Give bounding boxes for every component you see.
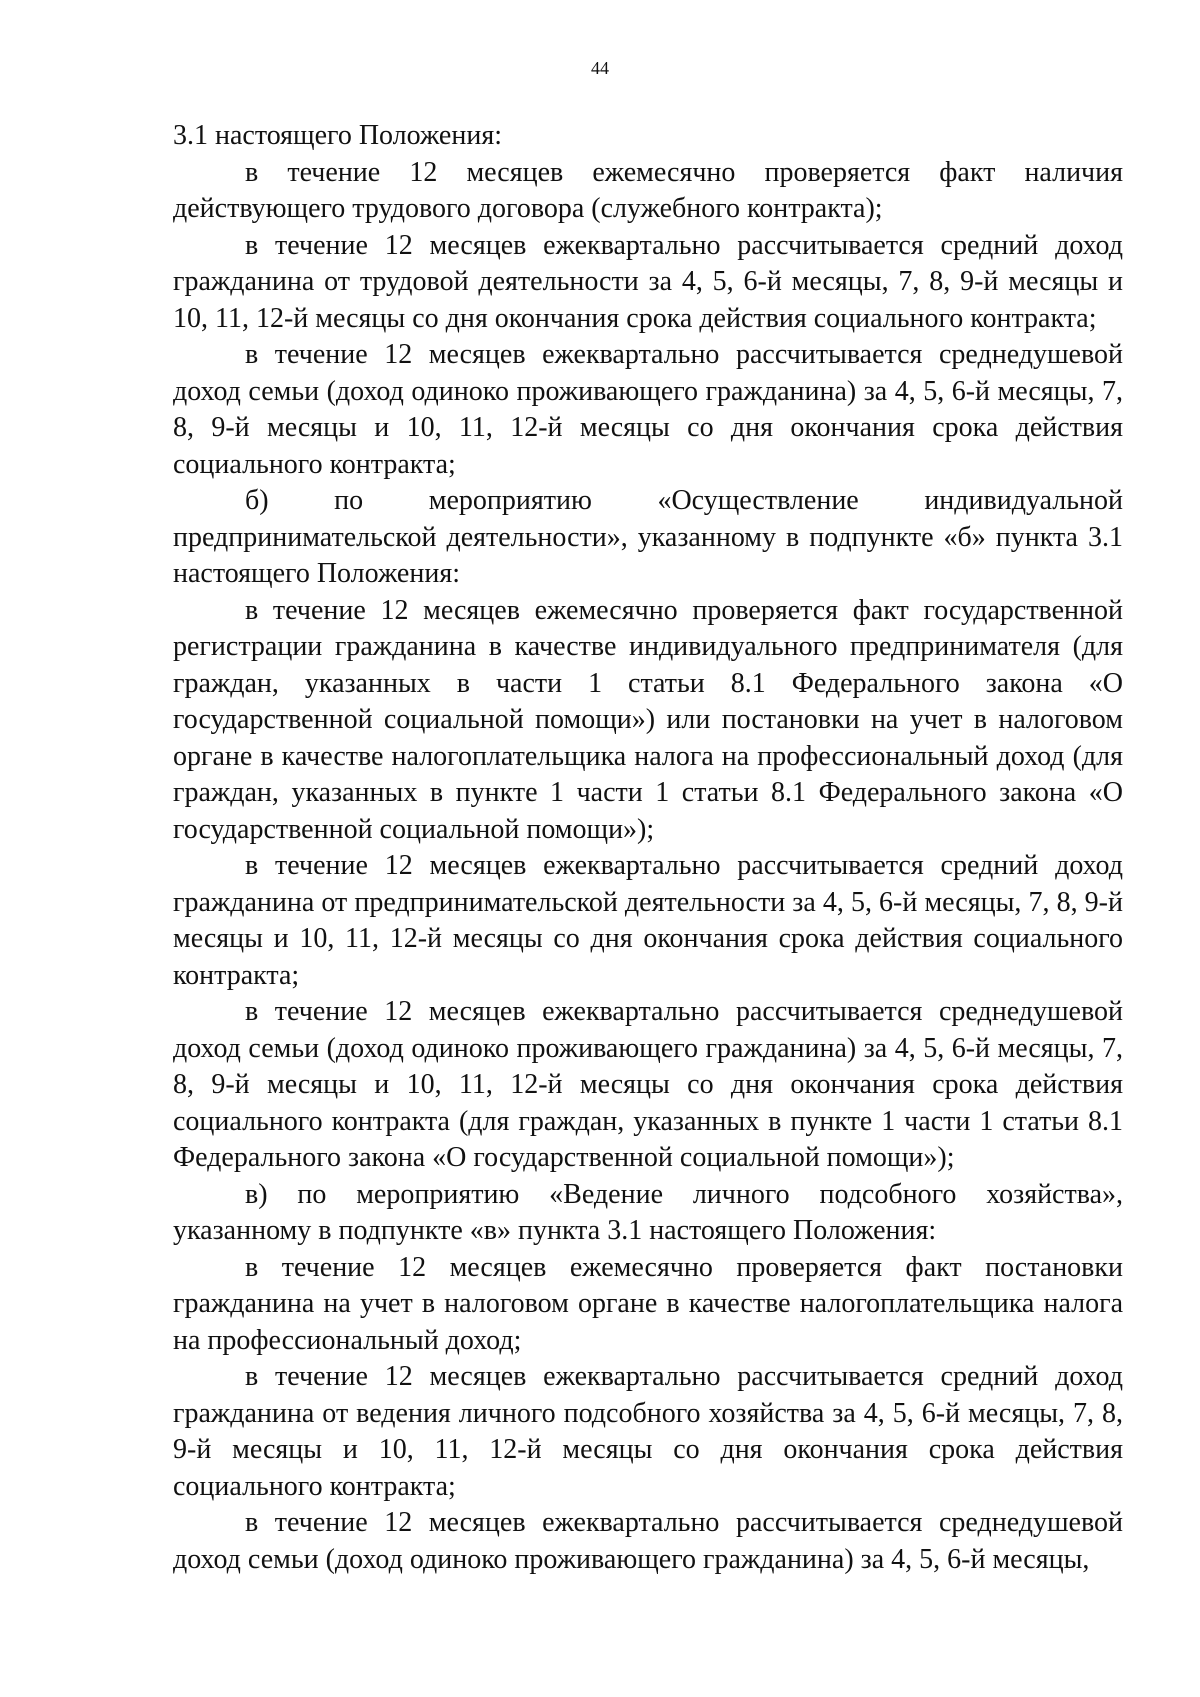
paragraph: б) по мероприятию «Осуществление индивидуальной предпринимательской деятельности», указанному в подпункте «б» пункта 3.1 настоящего Положения:: [173, 485, 1123, 589]
paragraph: в течение 12 месяцев ежеквартально рассчитывается среднедушевой доход семьи (доход одиноко проживающего гражданина) за 4, 5, 6-й месяцы, 7, 8, 9-й месяцы и 10, 11, 12-й месяцы со дня окончания срока действия социального контракта (для граждан, указанных в пункте 1 части 1 статьи 8.1 Федерального закона «О государственной социальной помощи»);: [173, 996, 1123, 1173]
paragraph: в течение 12 месяцев ежеквартально рассчитывается среднедушевой доход семьи (доход одиноко проживающего гражданина) за 4, 5, 6-й месяцы, 7, 8, 9-й месяцы и 10, 11, 12-й месяцы со дня окончания срока действия социального контракта;: [173, 339, 1123, 480]
paragraph: в течение 12 месяцев ежемесячно проверяется факт наличия действующего трудового договора (служебного контракта);: [173, 156, 1123, 224]
paragraph: в течение 12 месяцев ежеквартально рассчитывается средний доход гражданина от трудовой деятельности за 4, 5, 6-й месяцы, 7, 8, 9-й месяцы и 10, 11, 12-й месяцы со дня окончания срока действия социального контракта;: [173, 229, 1123, 334]
paragraph: в течение 12 месяцев ежемесячно проверяется факт постановки гражданина на учет в налоговом органе в качестве налогоплательщика налога на профессиональный доход;: [173, 1251, 1123, 1356]
paragraph: в течение 12 месяцев ежемесячно проверяется факт государственной регистрации гражданина в качестве индивидуального предпринимателя (для граждан, указанных в части 1 статьи 8.1 Федерального закона «О государственной социальной помощи») или постановки на учет в налоговом органе в качестве налогоплательщика налога на профессиональный доход (для граждан, указанных в пункте 1 части 1 статьи 8.1 Федерального закона «О государственной социальной помощи»);: [173, 594, 1123, 845]
paragraph: в течение 12 месяцев ежеквартально рассчитывается средний доход гражданина от ведения личного подсобного хозяйства за 4, 5, 6-й месяцы, 7, 8, 9-й месяцы и 10, 11, 12-й месяцы со дня окончания срока действия социального контракта;: [173, 1361, 1123, 1502]
page-number: 44: [591, 58, 609, 78]
paragraph: в течение 12 месяцев ежеквартально рассчитывается средний доход гражданина от предпринимательской деятельности за 4, 5, 6-й месяцы, 7, 8, 9-й месяцы и 10, 11, 12-й месяцы со дня окончания срока действия социального контракта;: [173, 850, 1123, 991]
paragraph: в течение 12 месяцев ежеквартально рассчитывается среднедушевой доход семьи (доход одиноко проживающего гражданина) за 4, 5, 6-й месяцы,: [173, 1507, 1123, 1575]
paragraph: в) по мероприятию «Ведение личного подсобного хозяйства», указанному в подпункте «в» пункта 3.1 настоящего Положения:: [173, 1178, 1123, 1246]
document-body: [173, 118, 1123, 1578]
paragraph: 3.1 настоящего Положения:: [173, 120, 502, 151]
